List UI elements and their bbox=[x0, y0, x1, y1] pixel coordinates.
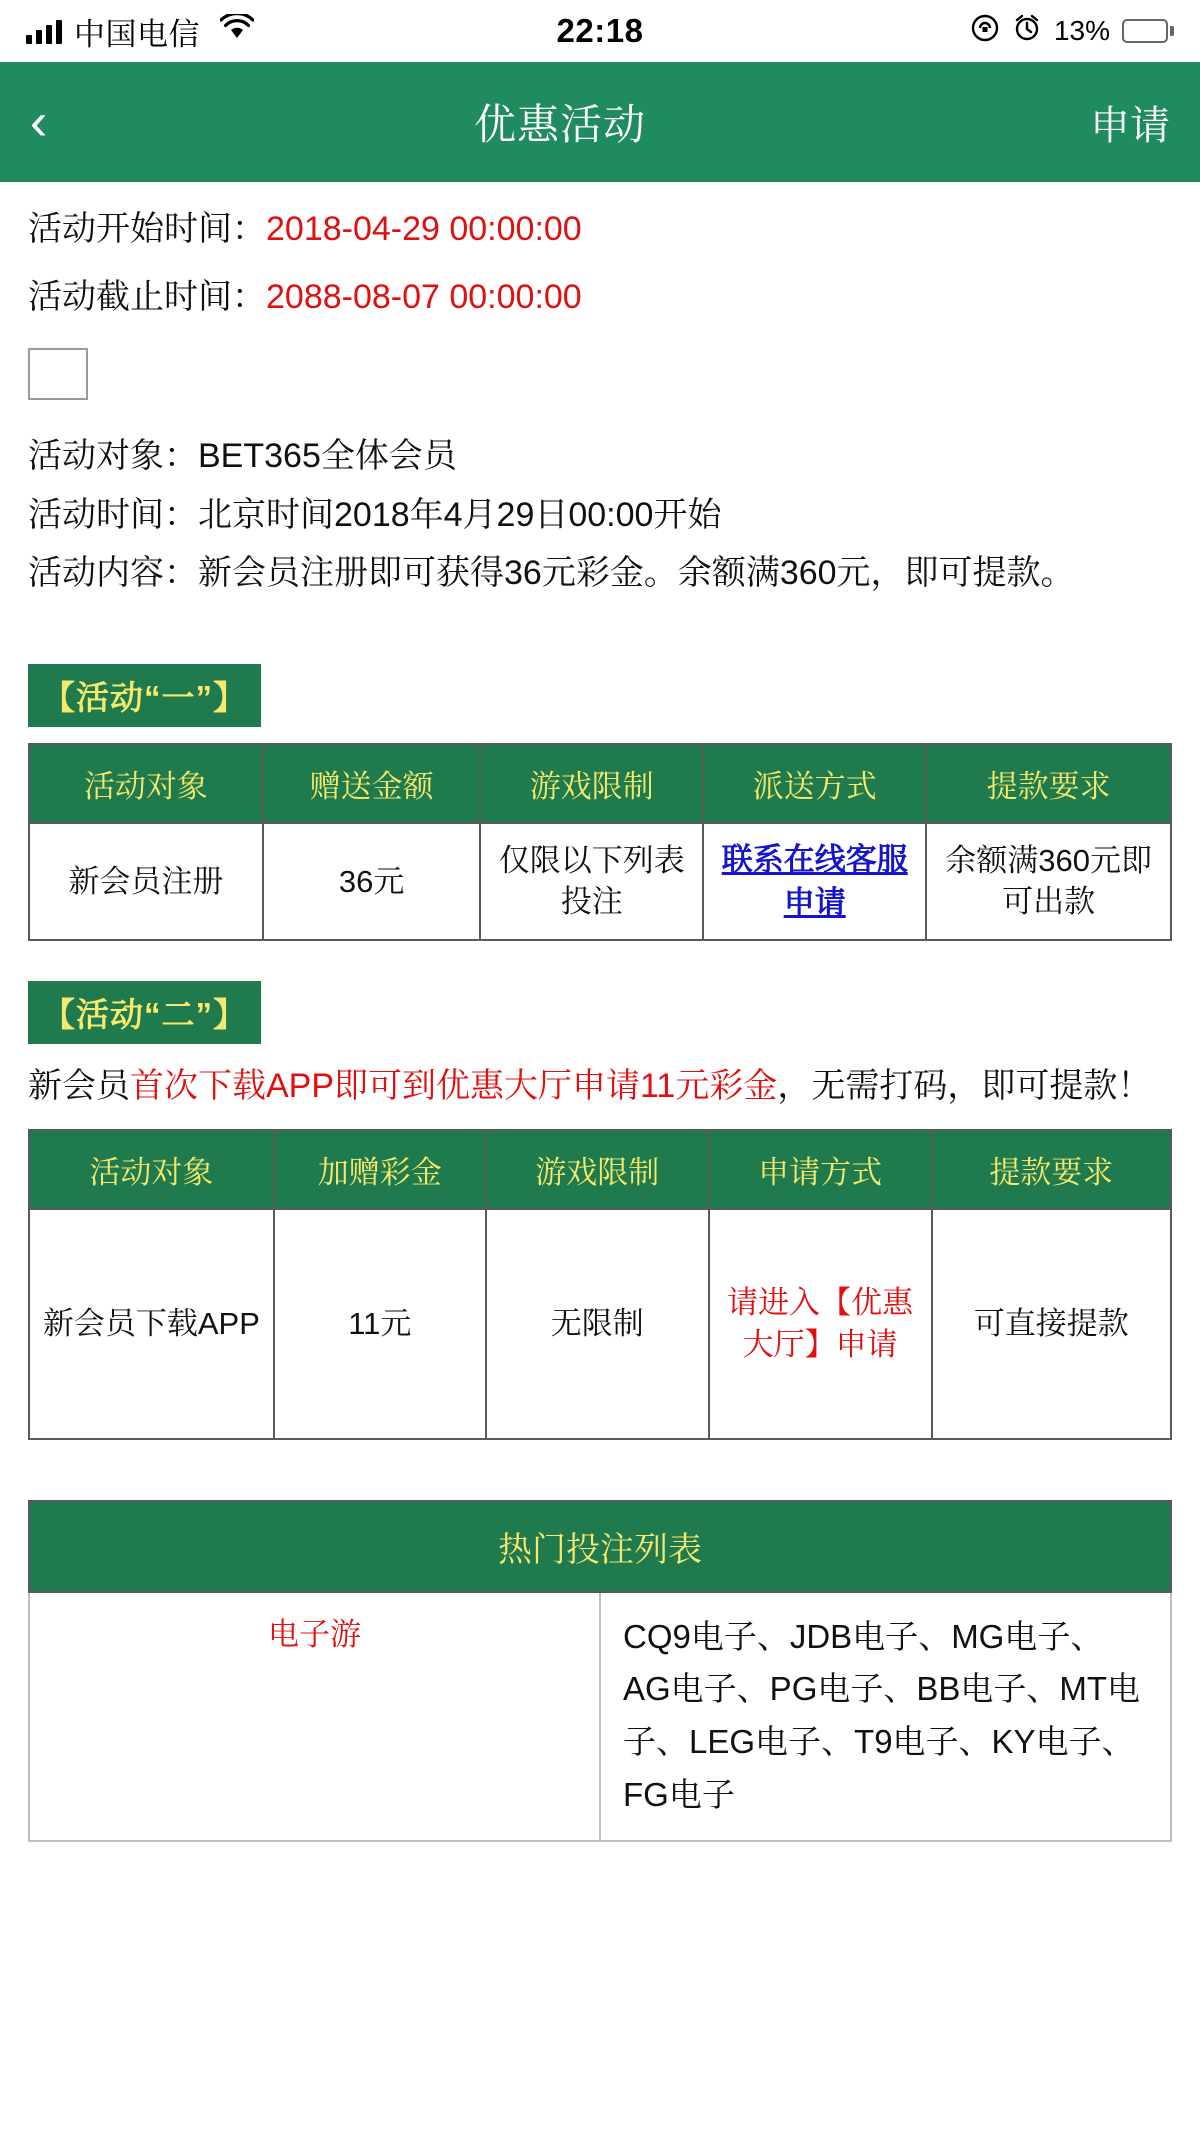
hot-list-section bbox=[28, 1500, 1172, 1842]
table-header-row bbox=[29, 1501, 1171, 1592]
status-bar-clock: 22:18 bbox=[556, 12, 644, 49]
hot-list-title: 热门投注列表 bbox=[29, 1501, 1171, 1592]
activity-time-line: 活动时间：北京时间2018年4月29日00:00开始 bbox=[28, 495, 722, 534]
promo-two-header-apply: 申请方式 bbox=[709, 1130, 932, 1209]
status-bar bbox=[0, 0, 1200, 62]
promo-one-cell-withdraw: 余额满360元即可出款 bbox=[926, 823, 1171, 940]
hot-list-items: CQ9电子、JDB电子、MG电子、AG电子、PG电子、BB电子、MT电子、LEG电子、T9电子、KY电子、FG电子 bbox=[600, 1592, 1171, 1841]
rotation-lock-icon bbox=[970, 13, 1000, 50]
carrier-label: 中国电信 bbox=[74, 16, 200, 52]
activity-content-line: 活动内容：新会员注册即可获得36元彩金。余额满360元，即可提款。 bbox=[28, 554, 1075, 593]
table-header-row bbox=[29, 1130, 1171, 1209]
promo-two-desc-before: 新会员 bbox=[28, 1066, 130, 1105]
battery-icon bbox=[1122, 19, 1174, 43]
activity-end-value: 2088-08-07 00:00:00 bbox=[266, 278, 582, 316]
activity-target-line: 活动对象：BET365全体会员 bbox=[28, 437, 457, 475]
promo-one-header-amount: 赠送金额 bbox=[263, 744, 480, 823]
promo-one-tag: 【活动“一”】 bbox=[28, 664, 261, 727]
hot-list-category: 电子游 bbox=[29, 1592, 600, 1841]
promo-two-desc-after: ，无需打码，即可提款！ bbox=[777, 1066, 1152, 1105]
activity-start-value: 2018-04-29 00:00:00 bbox=[266, 210, 582, 248]
chevron-left-icon[interactable]: ‹ bbox=[30, 93, 48, 151]
wifi-icon bbox=[220, 14, 254, 48]
page-title: 优惠活动 bbox=[473, 101, 646, 148]
promo-one-cell-limit: 仅限以下列表投注 bbox=[480, 823, 703, 940]
promo-two-table bbox=[28, 1129, 1172, 1440]
promo-two-cell-apply: 请进入【优惠大厅】申请 bbox=[709, 1209, 932, 1439]
broken-image-placeholder bbox=[28, 348, 88, 400]
apply-button[interactable]: 申请 bbox=[1090, 103, 1170, 148]
promo-two-desc-highlight: 首次下载APP即可到优惠大厅申请11元彩金 bbox=[130, 1066, 778, 1105]
activity-end-label: 活动截止时间： bbox=[28, 278, 266, 316]
promo-one-header-delivery: 派送方式 bbox=[703, 744, 926, 823]
promo-two-cell-limit: 无限制 bbox=[486, 1209, 709, 1439]
contact-support-link[interactable]: 联系在线客服申请 bbox=[721, 842, 908, 921]
nav-bar bbox=[0, 62, 1200, 182]
signal-bars-icon bbox=[26, 18, 62, 44]
table-row bbox=[29, 1592, 1171, 1841]
promo-one-header-limit: 游戏限制 bbox=[480, 744, 703, 823]
promo-two-cell-target: 新会员下载APP bbox=[29, 1209, 274, 1439]
table-row bbox=[29, 823, 1171, 940]
promo-two-tag: 【活动“二”】 bbox=[28, 981, 261, 1044]
promo-two-header-amount: 加赠彩金 bbox=[274, 1130, 486, 1209]
promo-two-header-withdraw: 提款要求 bbox=[932, 1130, 1171, 1209]
table-row bbox=[29, 1209, 1171, 1439]
promo-content bbox=[0, 182, 1200, 1882]
battery-percent-label: 13% bbox=[1053, 15, 1110, 46]
activity-end-time bbox=[28, 280, 1172, 314]
promo-one-cell-amount: 36元 bbox=[263, 823, 480, 940]
alarm-clock-icon bbox=[1012, 13, 1042, 50]
table-header-row bbox=[29, 744, 1171, 823]
promo-one-header-withdraw: 提款要求 bbox=[926, 744, 1171, 823]
promo-one-cell-target: 新会员注册 bbox=[29, 823, 263, 940]
activity-start-label: 活动开始时间： bbox=[28, 210, 266, 248]
promo-one-table bbox=[28, 743, 1172, 941]
promo-two-header-limit: 游戏限制 bbox=[486, 1130, 709, 1209]
promo-one-cell-delivery[interactable] bbox=[703, 823, 926, 940]
status-bar-right bbox=[643, 13, 1174, 50]
promo-one-header-target: 活动对象 bbox=[29, 744, 263, 823]
promo-two-cell-amount: 11元 bbox=[274, 1209, 486, 1439]
promo-two-description bbox=[28, 1060, 1172, 1113]
status-bar-left bbox=[26, 9, 557, 54]
promo-two-header-target: 活动对象 bbox=[29, 1130, 274, 1209]
promo-two-cell-withdraw: 可直接提款 bbox=[932, 1209, 1171, 1439]
activity-start-time bbox=[28, 212, 1172, 246]
hot-bet-list-table bbox=[28, 1500, 1172, 1842]
